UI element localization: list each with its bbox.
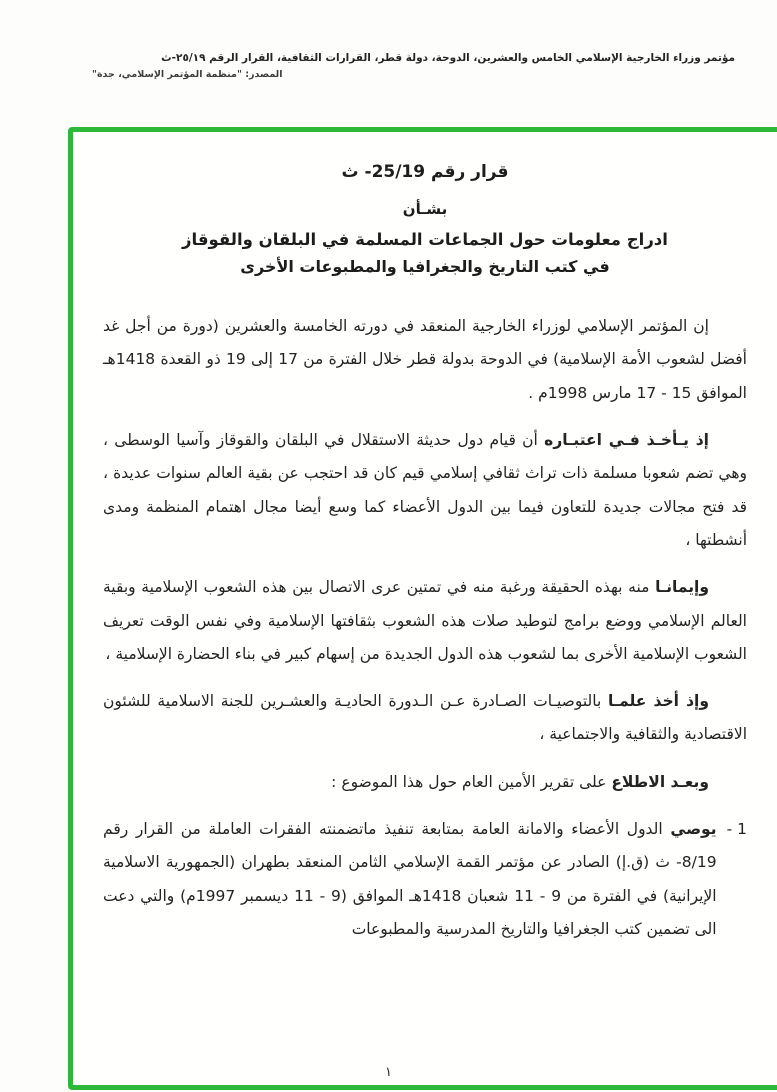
citation-line-1: مؤتمر وزراء الخارجية الإسلامي الخامس والعشرين، الدوحة، دولة قطر، القرارات الثقافية، القرار الرقم ٢٥/١٩-ث [161, 52, 735, 64]
paragraph-lead: وإذ أخذ علمـا [607, 692, 710, 711]
preamble-paragraph-4 [103, 685, 747, 752]
paragraph-text: إن المؤتمر الإسلامي لوزراء الخارجية المنعقد في دورته الخامسة والعشرين (دورة من أجل غد أفضل لشعوب الأمة الإسلامية) في الدوحة بدولة قطر خلال الفترة من 17 إلى 19 ذو القعدة 1418هـ الموافق 15 - 17 مارس 1998م . [103, 317, 747, 402]
resolution-subject-line-1: ادراج معلومات حول الجماعات المسلمة في البلقان والقوقاز [182, 230, 668, 249]
resolution-title-block [103, 162, 747, 276]
resolution-number: قرار رقم 25/19- ث [341, 162, 509, 182]
citation-header [40, 52, 735, 80]
paragraph-text: بالتوصيـات الصـادرة عـن الـدورة الحاديـة والعشـرين للجنة الاسلامية للشئون الاقتصادية والثقافية والاجتماعية ، [103, 692, 747, 744]
page-number: ١ [385, 1065, 392, 1080]
citation-source-line: المصدر: "منظمة المؤتمر الإسلامي، جدة" [92, 69, 283, 80]
resolution-regarding: بشـأن [402, 200, 448, 218]
item-body [103, 813, 717, 946]
preamble-paragraph-1 [103, 310, 747, 410]
operative-item-1 [103, 813, 747, 946]
paragraph-lead: إذ يـأخـذ فـي اعتبـاره [544, 430, 709, 449]
paragraph-text: أن قيام دول حديثة الاستقلال في البلقان والقوقاز وآسيا الوسطى ، وهي تضم شعوبا مسلمة ذات تراث ثقافي إسلامي قيم كان قد احتجب عن بقية العالم سنوات عديدة ، قد فتح مجالات جديدة للتعاون فيما بين الدول الأعضاء كما وسع أيضا مجال اهتمام المنظمة ومدى أنشطتها ، [103, 430, 747, 549]
paragraph-text: على تقرير الأمين العام حول هذا الموضوع : [331, 772, 612, 791]
document-green-frame [68, 127, 777, 1090]
resolution-body [103, 310, 747, 946]
item-text: الدول الأعضاء والامانة العامة بمتابعة تنفيذ ماتضمنته الفقرات العاملة من القرار رقم 8/19- ث (ق.إ) الصادر عن مؤتمر القمة الإسلامي الثامن المنعقد بطهران (الجمهورية الاسلامية الإيرانية) في الفترة من 9 - 11 شعبان 1418هـ الموافق (9 - 11 ديسمبر 1997م) والتي دعت الى تضمين كتب الجغرافيا والتاريخ المدرسية والمطبوعات [103, 820, 717, 938]
preamble-paragraph-3 [103, 571, 747, 671]
paragraph-text: منه بهذه الحقيقة ورغبة منه في تمتين عرى الاتصال بين هذه الشعوب الإسلامية وبقية العالم الإسلامي ووضع برامج لتوطيد صلات هذه الشعوب بثقافتها الإسلامية وفي نفس الوقت تعريف الشعوب الإسلامية الأخرى بما لشعوب هذه الدول الجديدة من إسهام كبير في بناء الحضارة الإسلامية ، [103, 578, 747, 663]
paragraph-lead: وإيمانـا [655, 578, 709, 597]
resolution-subject-line-2: في كتب التاريخ والجغرافيا والمطبوعات الأخرى [240, 257, 610, 276]
item-lead: يوصي [670, 820, 717, 839]
preamble-paragraph-5 [103, 766, 747, 799]
preamble-paragraph-2 [103, 424, 747, 557]
item-number: 1 - [726, 820, 747, 839]
paragraph-lead: وبعـد الاطلاع [611, 772, 709, 791]
